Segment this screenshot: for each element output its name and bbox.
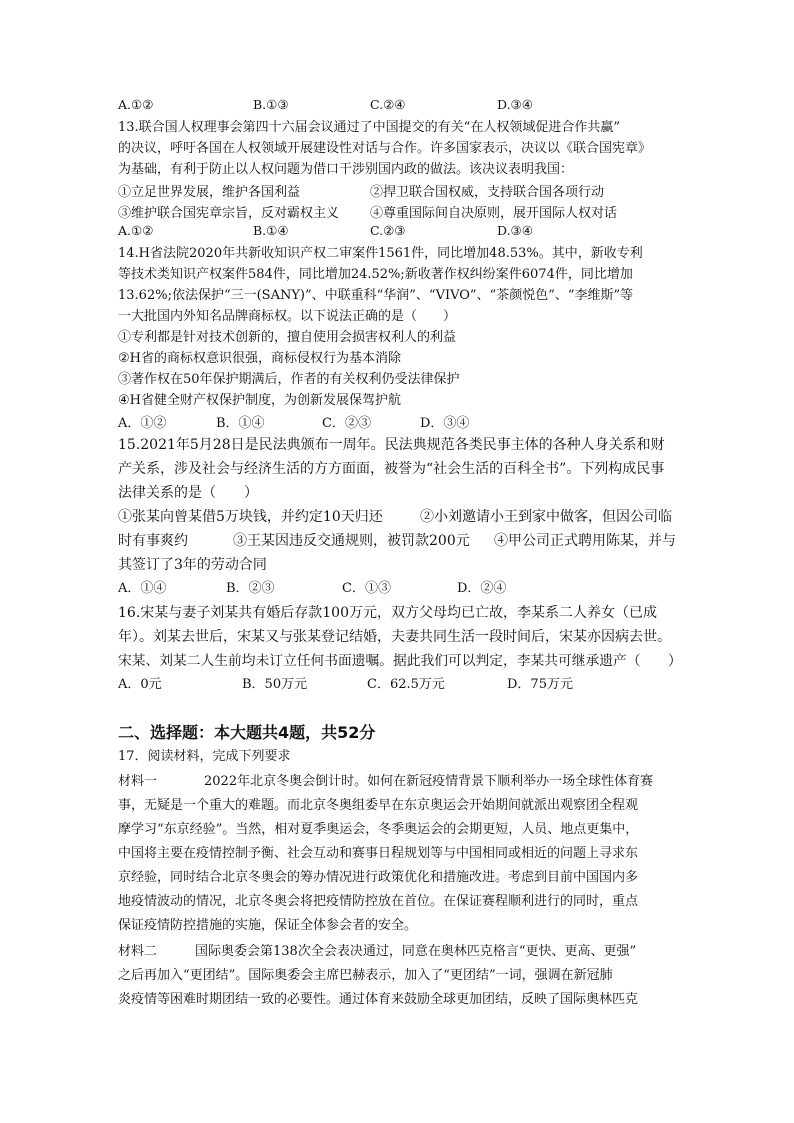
q13-option-b: B.①④: [253, 223, 289, 238]
q13-stem-line: 的决议，呼吁各国在人权领域开展建设性对话与合作。许多国家表示，决议以《联合国宪章》: [118, 141, 652, 156]
material-1-line: 2022年北京冬奥会倒计时。如何在新冠疫情背景下顺利举办一场全球性体育赛: [204, 774, 654, 789]
q14-stem-line: 一大批国内外知名品牌商标权。以下说法正确的是（ ）: [118, 309, 457, 324]
q15-choice-2-cont: 时有事爽约: [118, 533, 188, 549]
q13-option-a: A.①②: [118, 223, 154, 238]
section-heading: 二、选择题：本大题共4题，共52分: [118, 723, 376, 742]
material-2-label: 材料二: [118, 944, 158, 959]
q14-choice-1: ①专利都是针对技术创新的，擅自使用会损害权利人的利益: [118, 330, 457, 345]
q13-option-d: D.③④: [497, 223, 533, 238]
q15-option-a: A．①④: [118, 581, 167, 596]
q12-option-d: D.③④: [497, 97, 533, 112]
q15-choice-2: ②小刘邀请小王到家中做客，但因公司临: [420, 509, 672, 525]
material-2-line: 之后再加入“更团结”。国际奥委会主席巴赫表示，加入了“更团结”一词，强调在新冠肺: [118, 968, 613, 983]
material-1-line: 京经验，同时结合北京冬奥会的筹办情况进行政策优化和措施改进。考虑到目前中国国内多: [118, 870, 639, 885]
q15-option-d: D．②④: [457, 581, 507, 596]
q15-option-c: C．①③: [342, 581, 391, 596]
q13-choice-2: ②捍卫联合国权威，支持联合国各项行动: [370, 185, 605, 200]
material-1-line: 地疫情波动的情况，北京冬奥会将把疫情防控放在首位。在保证赛程顺利进行的同时，重点: [118, 894, 639, 909]
q16-option-b: B．50万元: [242, 677, 308, 692]
q14-stem-line: 13.62%;依法保护“三一(SANY)”、中联重科“华润”、“VIVO”、“茶颜悦色”、“李维斯”等: [118, 288, 634, 303]
q13-option-c: C.②③: [370, 223, 406, 238]
q15-stem-line: 法律关系的是（ ）: [118, 485, 258, 501]
q15-choice-1: ①张某向曾某借5万块钱，并约定10天归还: [118, 509, 383, 525]
q15-stem-line: 15.2021年5月28日是民法典颁布一周年。民法典规范各类民事主体的各种人身关系和财: [118, 437, 665, 453]
q14-option-c: C．②③: [322, 416, 371, 431]
q14-stem-line: 14.H省法院2020年共新收知识产权二审案件1561件，同比增加48.53%。其中，新收专利: [118, 246, 643, 261]
q13-stem-line: 为基础，有利于防止以人权问题为借口干涉别国内政的做法。该决议表明我国：: [118, 162, 574, 177]
q16-stem-line: 年）。刘某去世后，宋某又与张某登记结婚，夫妻共同生活一段时间后，宋某亦因病去世。: [118, 629, 671, 645]
q14-choice-3: ③著作权在50年保护期满后，作者的有关权利仍受法律保护: [118, 372, 460, 387]
q15-choice-4-cont: 其签订了3年的劳动合同: [118, 557, 267, 573]
q16-stem-line: 宋某、刘某二人生前均未订立任何书面遗嘱。据此我们可以判定，李某共可继承遗产（ ）: [118, 653, 682, 669]
material-1-line: 中国将主要在疫情控制予衡、社会互动和赛事日程规划等与中国相同或相近的问题上寻求东: [118, 846, 639, 861]
q15-choice-4: ④甲公司正式聘用陈某，并与: [494, 533, 676, 549]
q13-choice-1: ①立足世界发展，维护各国利益: [118, 185, 301, 200]
material-2-line: 国际奥委会第138次全会表决通过，同意在奥林匹克格言“更快、更高、更强”: [195, 944, 637, 959]
q14-stem-line: 等技术类知识产权案件584件，同比增加24.52%;新收著作权纠纷案件6074件，同比增加: [118, 267, 633, 282]
material-1-line: 摩学习“东京经验”。当然，相对夏季奥运会，冬季奥运会的会期更短，人员、地点更集中，: [118, 822, 639, 837]
q14-option-b: B．①④: [216, 416, 265, 431]
material-2-line: 炎疫情等困难时期团结一致的必要性。通过体育来鼓励全球更加团结，反映了国际奥林匹克: [118, 992, 639, 1007]
q14-choice-2: ②H省的商标权意识很强，商标侵权行为基本消除: [118, 351, 401, 366]
q14-option-a: A．①②: [118, 416, 167, 431]
q12-option-c: C.②④: [370, 97, 406, 112]
q14-option-d: D．③④: [420, 416, 470, 431]
material-1-line: 保证疫情防控措施的实施，保证全体参会者的安全。: [118, 918, 418, 933]
q16-option-a: A．0元: [118, 677, 162, 692]
q15-stem-line: 产关系，涉及社会与经济生活的方方面面，被誉为“社会生活的百科全书”。下列构成民事: [118, 461, 665, 477]
q15-choice-3: ③王某因违反交通规则，被罚款200元: [233, 533, 470, 549]
q13-choice-4: ④尊重国际间自决原则，展开国际人权对话: [370, 206, 618, 221]
q16-stem-line: 16.宋某与妻子刘某共有婚后存款100万元，双方父母均已亡故，李某系二人养女（已成: [118, 605, 657, 621]
q15-option-b: B．②③: [226, 581, 275, 596]
q12-option-a: A.①②: [118, 97, 154, 112]
q16-option-c: C．62.5万元: [367, 677, 445, 692]
q12-option-b: B.①③: [253, 97, 289, 112]
material-1-line: 事，无疑是一个重大的难题。而北京冬奥组委早在东京奥运会开始期间就派出观察团全程观: [118, 798, 639, 813]
material-1-label: 材料一: [118, 774, 158, 789]
q17-intro: 17．阅读材料，完成下列要求: [118, 749, 291, 764]
q16-option-d: D．75万元: [507, 677, 573, 692]
q13-stem-line: 13.联合国人权理事会第四十六届会议通过了中国提交的有关“在人权领域促进合作共赢”: [118, 120, 620, 135]
q14-choice-4: ④H省健全财产权保护制度，为创新发展保驾护航: [118, 393, 401, 408]
q13-choice-3: ③维护联合国宪章宗旨，反对霸权主义: [118, 206, 340, 221]
